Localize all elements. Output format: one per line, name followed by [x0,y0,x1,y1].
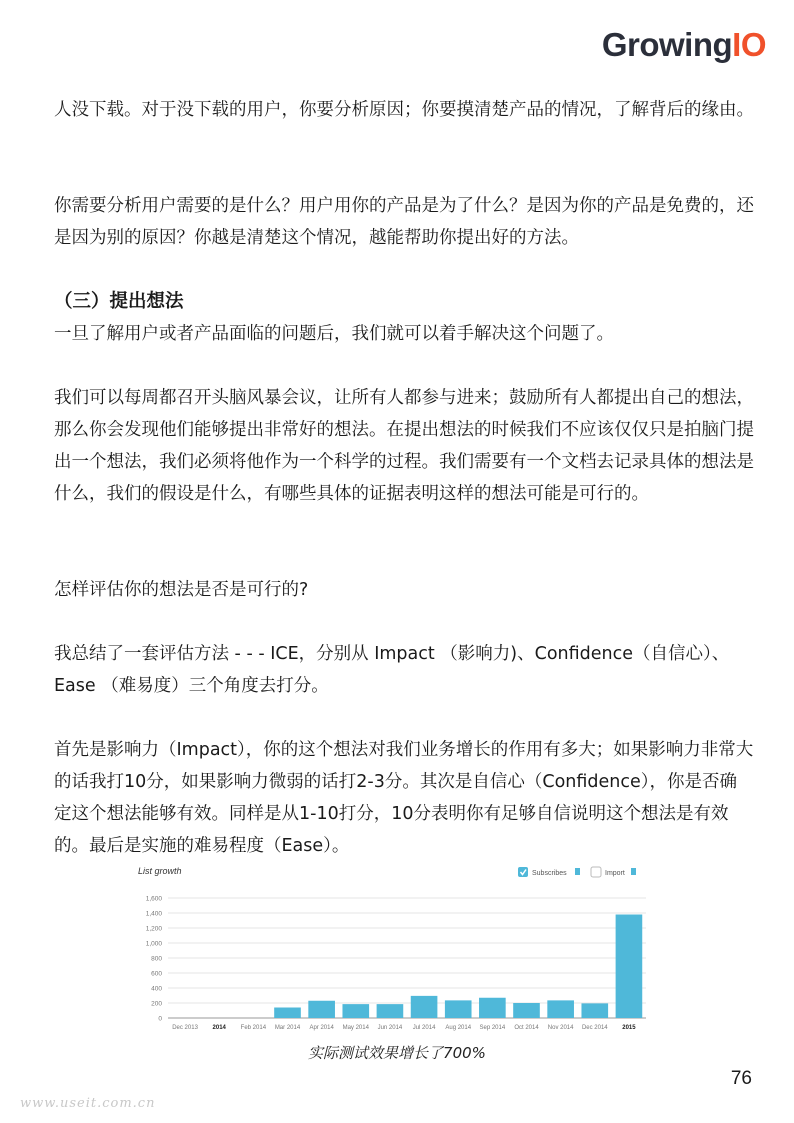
y-tick-label: 1,600 [145,895,162,903]
page-number: 76 [730,1068,752,1089]
growingio-logo [602,26,766,64]
x-tick-label: Feb 2014 [240,1025,267,1031]
paragraph-brainstorm: 我们可以每周都召开头脑风暴会议，让所有人都参与进来；鼓励所有人都提出自己的想法，那么你会发现他们能够提出非常好的想法。在提出想法的时候我们不应该仅仅只是拍脑门提出一个想法，我们必须将他作为一个科学的过程。我们需要有一个文档去记录具体的想法是什么，我们的假设是什么，有哪些具体的证据表明这样的想法可能是可行的。 [54,388,754,504]
list-growth-chart [134,862,650,1040]
paragraph-download-reasons: 人没下载。对于没下载的用户，你要分析原因；你要摸清楚产品的情况，了解背后的缘由。 [54,100,754,120]
bar [547,1000,574,1018]
bar [308,1001,335,1018]
y-tick-label: 1,400 [145,910,162,918]
x-tick-label: Jul 2014 [412,1025,436,1031]
x-tick-label: Jun 2014 [377,1025,403,1031]
paragraph-ice-detail: 首先是影响力（Impact），你的这个想法对我们业务增长的作用有多大；如果影响力非常大的话我打10分，如果影响力微弱的话打2-3分。其次是自信心（Confidence），你是否确定这个想法能够有效。同样是从1-10打分，10分表明你有足够自信说明这个想法是有效的。最后是实施的难易程度（Ease）。 [54,740,754,856]
x-tick-label: Apr 2014 [309,1025,334,1031]
legend-checkbox-import [591,867,601,877]
chart-svg [134,862,650,1040]
chart-caption: 实际测试效果增长了700% [308,1044,486,1062]
chart-title: List growth [138,866,182,876]
legend-checkbox-subscribes [518,867,528,877]
section-heading: （三）提出想法 [54,291,184,312]
paragraph-solve-problem: 一旦了解用户或者产品面临的问题后，我们就可以着手解决这个问题了。 [54,324,614,344]
watermark: www.useit.com.cn [20,1096,156,1111]
x-tick-label: Nov 2014 [547,1025,574,1031]
logo-accent-text: IO [732,26,766,63]
bar [616,915,643,1019]
bar [411,996,438,1018]
bar [513,1003,540,1018]
x-tick-label: Sep 2014 [479,1025,506,1031]
y-tick-label: 1,000 [145,940,162,948]
y-tick-label: 0 [158,1015,162,1023]
paragraph-user-needs: 你需要分析用户需要的是什么？用户用你的产品是为了什么？是因为你的产品是免费的，还是因为别的原因？你越是清楚这个情况，越能帮助你提出好的方法。 [54,196,754,248]
x-tick-label: Dec 2014 [581,1025,608,1031]
legend-swatch-import [631,868,636,875]
legend-swatch-subscribes [575,868,580,875]
legend-label-import: Import [605,870,625,877]
legend-label-subscribes: Subscribes [532,870,567,877]
paragraph-ice-method: 我总结了一套评估方法 - - - ICE，分别从 Impact （影响力)、Confidence（自信心）、Ease （难易度）三个角度去打分。 [54,644,730,696]
x-tick-label: May 2014 [342,1025,369,1031]
bar [377,1004,404,1018]
x-tick-label: 2015 [622,1025,636,1031]
bar [581,1003,608,1018]
y-tick-label: 800 [151,955,162,963]
paragraph-evaluate-question: 怎样评估你的想法是否是可行的? [54,580,309,600]
y-tick-label: 200 [151,1000,162,1008]
y-tick-label: 400 [151,985,162,993]
logo-main-text: Growing [601,26,733,63]
x-tick-label: Dec 2013 [172,1025,198,1031]
x-tick-label: 2014 [212,1025,226,1031]
y-tick-label: 1,200 [145,925,162,933]
y-tick-label: 600 [151,970,162,978]
x-tick-label: Mar 2014 [274,1025,301,1031]
bar [274,1008,301,1019]
x-tick-label: Aug 2014 [445,1025,472,1031]
bar [342,1004,369,1018]
bar [445,1000,472,1018]
x-tick-label: Oct 2014 [514,1025,539,1031]
bar [479,998,506,1018]
